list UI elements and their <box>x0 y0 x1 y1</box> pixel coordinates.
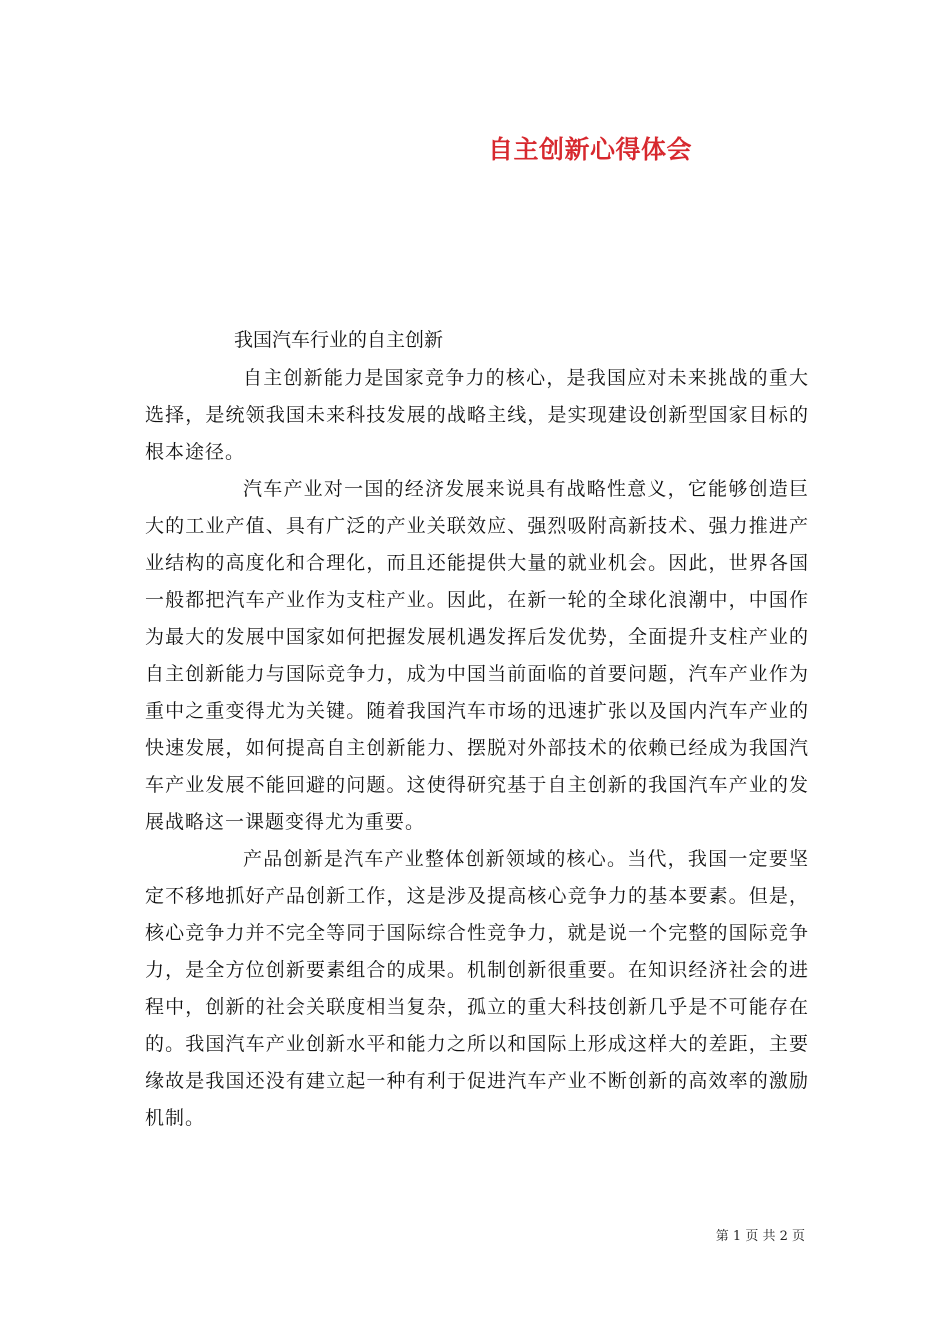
body-paragraph: 产品创新是汽车产业整体创新领域的核心。当代，我国一定要坚定不移地抓好产品创新工作，这是涉及提高核心竞争力的基本要素。但是，核心竞争力并不完全等同于国际综合性竞争力，就是说一个完整的国际竞争力，是全方位创新要素组合的成果。机制创新很重要。在知识经济社会的进程中，创新的社会关联度相当复杂，孤立的重大科技创新几乎是不可能存在的。我国汽车产业创新水平和能力之所以和国际上形成这样大的差距，主要缘故是我国还没有建立起一种有利于促进汽车产业不断创新的高效率的激励机制。 <box>145 848 809 1129</box>
body-paragraph: 自主创新能力是国家竞争力的核心，是我国应对未来挑战的重大选择，是统领我国未来科技发展的战略主线，是实现建设创新型国家目标的根本途径。 <box>145 367 809 463</box>
body-paragraph: 汽车产业对一国的经济发展来说具有战略性意义，它能够创造巨大的工业产值、具有广泛的产业关联效应、强烈吸附高新技术、强力推进产业结构的高度化和合理化，而且还能提供大量的就业机会。因此，世界各国一般都把汽车产业作为支柱产业。因此，在新一轮的全球化浪潮中，中国作为最大的发展中国家如何把握发展机遇发挥后发优势，全面提升支柱产业的自主创新能力与国际竞争力，成为中国当前面临的首要问题，汽车产业作为重中之重变得尤为关键。随着我国汽车市场的迅速扩张以及国内汽车产业的快速发展，如何提高自主创新能力、摆脱对外部技术的依赖已经成为我国汽车产业发展不能回避的问题。这使得研究基于自主创新的我国汽车产业的发展战略这一课题变得尤为重要。 <box>145 478 809 833</box>
page-number-footer: 第 1 页 共 2 页 <box>715 1229 805 1244</box>
document-body <box>145 360 809 1137</box>
section-heading: 我国汽车行业的自主创新 <box>234 329 444 351</box>
document-title: 自主创新心得体会 <box>488 135 693 164</box>
